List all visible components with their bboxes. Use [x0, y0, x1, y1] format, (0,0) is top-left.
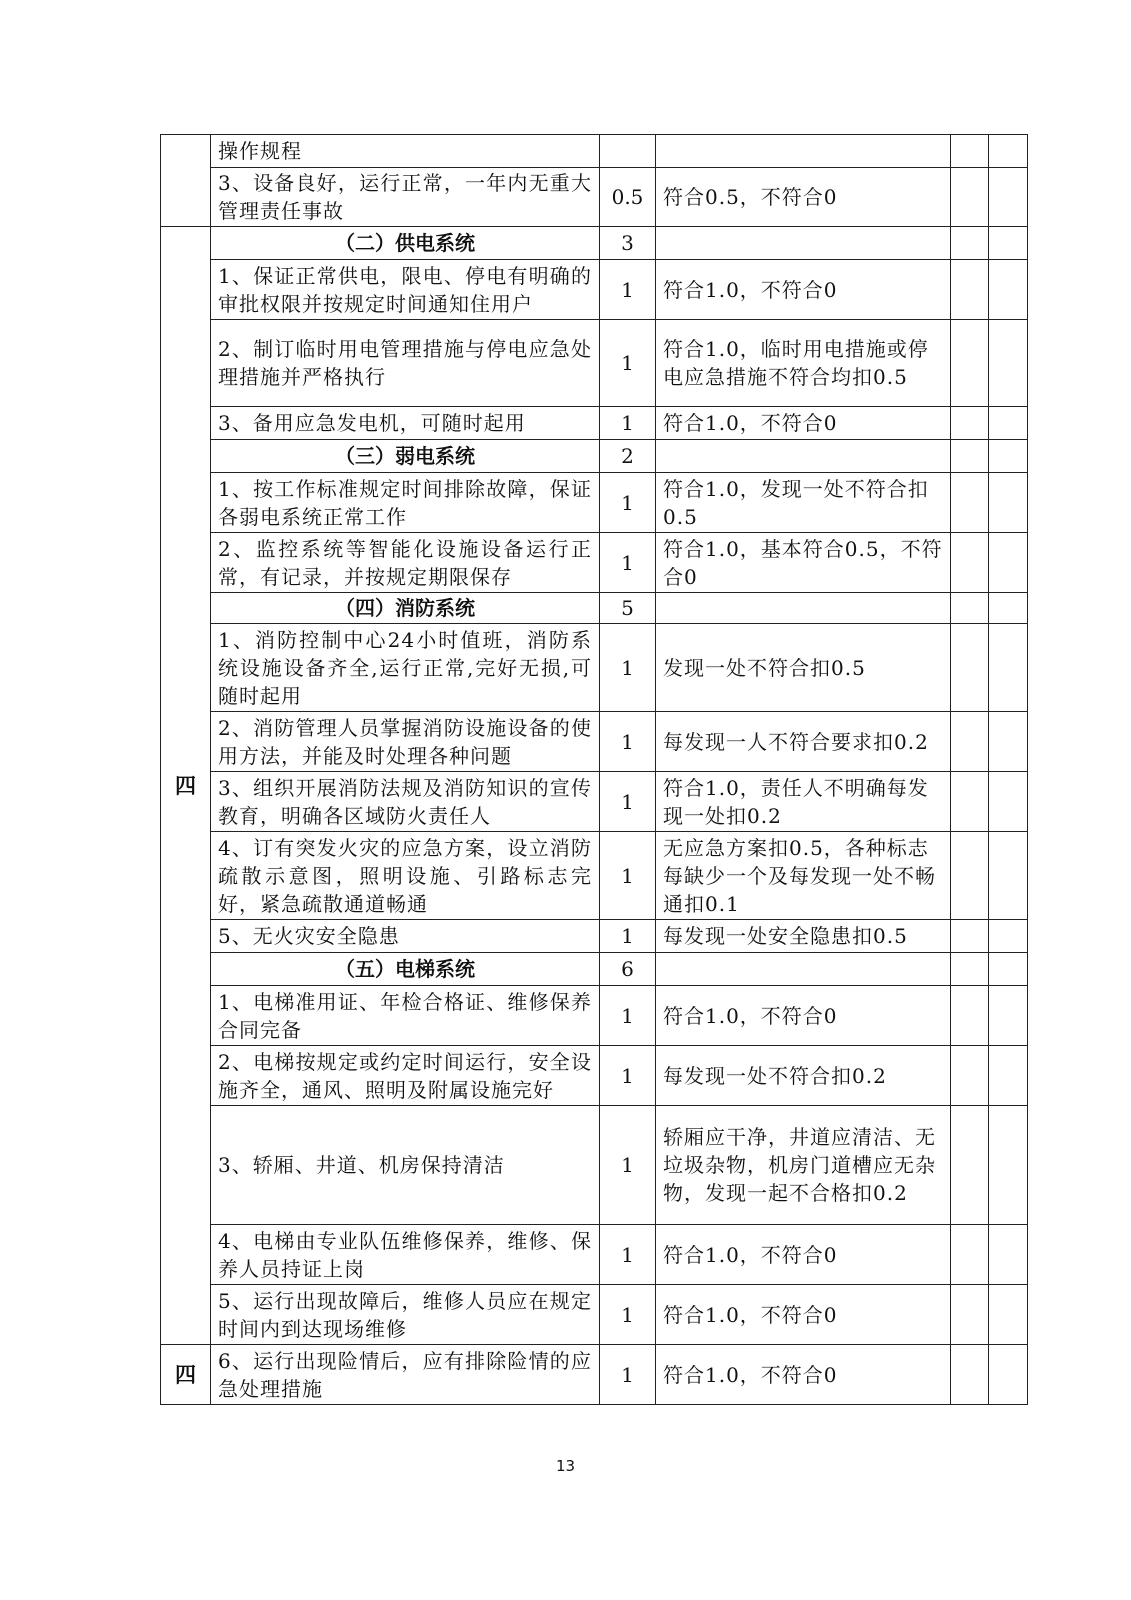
item-cell: 5、运行出现故障后，维修人员应在规定时间内到达现场维修 [211, 1285, 600, 1345]
score-cell: 1 [600, 407, 656, 440]
table-row [161, 772, 1028, 832]
table-row [161, 135, 1028, 168]
blank-cell [951, 1345, 989, 1405]
criterion-cell: 无应急方案扣0.5，各种标志每缺少一个及每发现一处不畅通扣0.1 [656, 832, 951, 920]
item-cell: 3、备用应急发电机，可随时起用 [211, 407, 600, 440]
table-row [161, 1345, 1028, 1405]
blank-cell [989, 135, 1028, 168]
section-row [161, 227, 1028, 260]
chapter-cell: 四 [161, 227, 211, 1345]
criterion-cell: 发现一处不符合扣0.5 [656, 624, 951, 712]
criterion-cell: 符合1.0，责任人不明确每发现一处扣0.2 [656, 772, 951, 832]
criterion-cell [656, 440, 951, 473]
blank-cell [951, 986, 989, 1046]
criterion-cell: 符合1.0，不符合0 [656, 1345, 951, 1405]
score-cell: 1 [600, 1285, 656, 1345]
blank-cell [989, 1046, 1028, 1106]
criterion-cell: 符合1.0，不符合0 [656, 1225, 951, 1285]
table-row [161, 407, 1028, 440]
blank-cell [989, 624, 1028, 712]
criterion-cell [656, 135, 951, 168]
criterion-cell [656, 593, 951, 624]
criterion-cell: 轿厢应干净，井道应清洁、无垃圾杂物，机房门道槽应无杂物，发现一起不合格扣0.2 [656, 1106, 951, 1225]
blank-cell [989, 473, 1028, 533]
blank-cell [989, 986, 1028, 1046]
section-row [161, 953, 1028, 986]
table-row [161, 533, 1028, 593]
score-cell: 1 [600, 712, 656, 772]
score-cell: 1 [600, 1046, 656, 1106]
blank-cell [951, 168, 989, 227]
table-row [161, 832, 1028, 920]
blank-cell [989, 320, 1028, 407]
section-title: （四）消防系统 [211, 593, 600, 624]
blank-cell [989, 440, 1028, 473]
item-cell: 3、设备良好，运行正常，一年内无重大管理责任事故 [211, 168, 600, 227]
criterion-cell: 符合1.0，不符合0 [656, 986, 951, 1046]
table-row [161, 1046, 1028, 1106]
table-row [161, 712, 1028, 772]
blank-cell [951, 593, 989, 624]
blank-cell [989, 953, 1028, 986]
blank-cell [951, 473, 989, 533]
criterion-cell: 符合1.0，临时用电措施或停电应急措施不符合均扣0.5 [656, 320, 951, 407]
blank-cell [951, 440, 989, 473]
criterion-cell: 符合1.0，不符合0 [656, 1285, 951, 1345]
criterion-cell: 每发现一处安全隐患扣0.5 [656, 920, 951, 953]
blank-cell [951, 832, 989, 920]
blank-cell [951, 772, 989, 832]
table-row [161, 624, 1028, 712]
criterion-cell [656, 953, 951, 986]
table-row [161, 260, 1028, 320]
section-title: （二）供电系统 [211, 227, 600, 260]
blank-cell [989, 227, 1028, 260]
blank-cell [951, 624, 989, 712]
evaluation-table [160, 134, 1028, 1405]
blank-cell [951, 227, 989, 260]
blank-cell [951, 1046, 989, 1106]
criterion-cell: 每发现一处不符合扣0.2 [656, 1046, 951, 1106]
item-cell: 操作规程 [211, 135, 600, 168]
item-cell: 5、无火灾安全隐患 [211, 920, 600, 953]
score-cell: 1 [600, 624, 656, 712]
blank-cell [951, 1285, 989, 1345]
chapter-cell: 四 [161, 1345, 211, 1405]
item-cell: 2、监控系统等智能化设施设备运行正常，有记录，并按规定期限保存 [211, 533, 600, 593]
blank-cell [989, 593, 1028, 624]
blank-cell [951, 1106, 989, 1225]
table-row [161, 473, 1028, 533]
page-number: 13 [555, 1457, 576, 1475]
blank-cell [951, 533, 989, 593]
criterion-cell: 符合1.0，不符合0 [656, 407, 951, 440]
item-cell: 2、消防管理人员掌握消防设施设备的使用方法，并能及时处理各种问题 [211, 712, 600, 772]
blank-cell [951, 320, 989, 407]
criterion-cell: 每发现一人不符合要求扣0.2 [656, 712, 951, 772]
blank-cell [951, 407, 989, 440]
blank-cell [989, 920, 1028, 953]
criterion-cell: 符合0.5，不符合0 [656, 168, 951, 227]
section-row [161, 593, 1028, 624]
blank-cell [951, 135, 989, 168]
criterion-cell: 符合1.0，不符合0 [656, 260, 951, 320]
table-row [161, 1285, 1028, 1345]
item-cell: 4、电梯由专业队伍维修保养，维修、保养人员持证上岗 [211, 1225, 600, 1285]
blank-cell [989, 260, 1028, 320]
blank-cell [951, 1225, 989, 1285]
blank-cell [989, 168, 1028, 227]
section-row [161, 440, 1028, 473]
blank-cell [989, 533, 1028, 593]
criterion-cell: 符合1.0，发现一处不符合扣0.5 [656, 473, 951, 533]
item-cell: 1、保证正常供电，限电、停电有明确的审批权限并按规定时间通知住用户 [211, 260, 600, 320]
blank-cell [989, 1285, 1028, 1345]
score-cell [600, 135, 656, 168]
score-cell: 1 [600, 260, 656, 320]
blank-cell [989, 1225, 1028, 1285]
blank-cell [951, 712, 989, 772]
score-cell: 1 [600, 473, 656, 533]
item-cell: 4、订有突发火灾的应急方案，设立消防疏散示意图，照明设施、引路标志完好，紧急疏散通道畅通 [211, 832, 600, 920]
criterion-cell [656, 227, 951, 260]
blank-cell [989, 772, 1028, 832]
item-cell: 1、消防控制中心24小时值班，消防系统设施设备齐全,运行正常,完好无损,可随时起用 [211, 624, 600, 712]
item-cell: 1、按工作标准规定时间排除故障，保证各弱电系统正常工作 [211, 473, 600, 533]
section-score: 5 [600, 593, 656, 624]
blank-cell [951, 260, 989, 320]
score-cell: 1 [600, 1345, 656, 1405]
section-score: 3 [600, 227, 656, 260]
item-cell: 3、轿厢、井道、机房保持清洁 [211, 1106, 600, 1225]
score-cell: 0.5 [600, 168, 656, 227]
score-cell: 1 [600, 320, 656, 407]
item-cell: 3、组织开展消防法规及消防知识的宣传教育，明确各区域防火责任人 [211, 772, 600, 832]
section-title: （五）电梯系统 [211, 953, 600, 986]
score-cell: 1 [600, 832, 656, 920]
score-cell: 1 [600, 1225, 656, 1285]
table-row [161, 168, 1028, 227]
table-row [161, 986, 1028, 1046]
blank-cell [989, 712, 1028, 772]
blank-cell [989, 832, 1028, 920]
blank-cell [989, 1345, 1028, 1405]
score-cell: 1 [600, 986, 656, 1046]
blank-cell [989, 407, 1028, 440]
criterion-cell: 符合1.0，基本符合0.5，不符合0 [656, 533, 951, 593]
blank-cell [951, 920, 989, 953]
item-cell: 6、运行出现险情后，应有排除险情的应急处理措施 [211, 1345, 600, 1405]
blank-cell [951, 953, 989, 986]
table-row [161, 920, 1028, 953]
item-cell: 2、制订临时用电管理措施与停电应急处理措施并严格执行 [211, 320, 600, 407]
section-score: 6 [600, 953, 656, 986]
score-cell: 1 [600, 772, 656, 832]
item-cell: 2、电梯按规定或约定时间运行，安全设施齐全，通风、照明及附属设施完好 [211, 1046, 600, 1106]
score-cell: 1 [600, 1106, 656, 1225]
item-cell: 1、电梯准用证、年检合格证、维修保养合同完备 [211, 986, 600, 1046]
section-title: （三）弱电系统 [211, 440, 600, 473]
table-row [161, 1106, 1028, 1225]
score-cell: 1 [600, 920, 656, 953]
table-row [161, 320, 1028, 407]
chapter-cell [161, 135, 211, 227]
section-score: 2 [600, 440, 656, 473]
score-cell: 1 [600, 533, 656, 593]
table-row [161, 1225, 1028, 1285]
blank-cell [989, 1106, 1028, 1225]
